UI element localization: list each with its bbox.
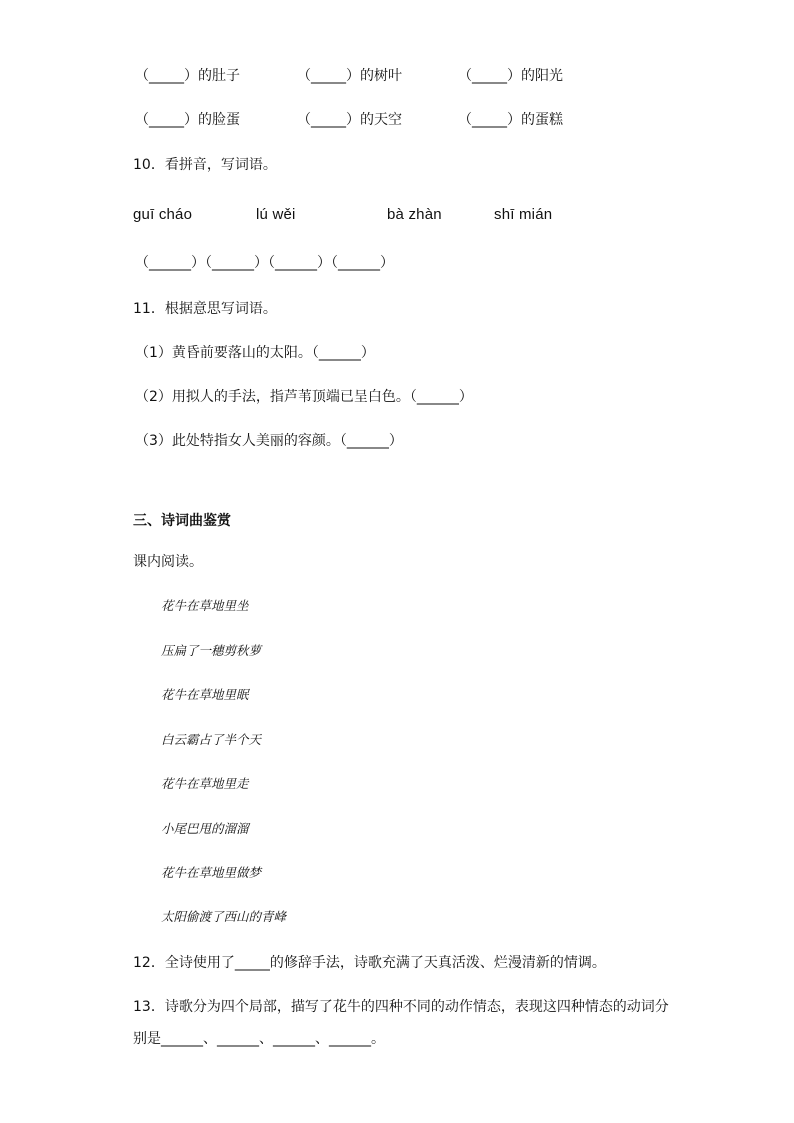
question-11-title: 11．根据意思写词语。 <box>133 301 277 317</box>
poem-line: 白云霸占了半个天 <box>161 732 262 747</box>
pinyin-item: bà zhàn <box>387 206 442 223</box>
fill-item: （_____）的脸蛋 <box>135 112 240 128</box>
question-10-title: 10．看拼音，写词语。 <box>133 157 277 173</box>
poem-line: 太阳偷渡了西山的青峰 <box>161 909 287 924</box>
question-12: 12．全诗使用了_____的修辞手法，诗歌充满了天真活泼、烂漫清新的情调。 <box>133 955 606 971</box>
poem-line: 压扁了一穗剪秋萝 <box>161 643 262 658</box>
poem-line: 花牛在草地里眠 <box>161 687 249 702</box>
fill-item: （_____）的天空 <box>297 112 402 128</box>
question-11-item: （2）用拟人的手法，指芦苇顶端已呈白色。（______） <box>135 389 473 405</box>
pinyin-item: lú wěi <box>256 206 296 223</box>
pinyin-item: guī cháo <box>133 206 193 223</box>
poem-line: 花牛在草地里坐 <box>161 598 249 613</box>
question-11-item: （1）黄昏前要落山的太阳。（______） <box>135 345 375 361</box>
pinyin-item: shī mián <box>494 206 553 223</box>
fill-item: （_____）的蛋糕 <box>458 112 563 128</box>
question-13-line2: 别是______、______、______、______。 <box>133 1031 385 1047</box>
poem-line: 花牛在草地里做梦 <box>161 865 262 880</box>
answer-blanks: （______）（______）（______）（______） <box>135 255 394 271</box>
section-intro: 课内阅读。 <box>133 554 203 570</box>
fill-item: （_____）的肚子 <box>135 68 240 84</box>
section-heading: 三、诗词曲鉴赏 <box>133 513 231 529</box>
poem-line: 花牛在草地里走 <box>161 776 249 791</box>
question-11-item: （3）此处特指女人美丽的容颜。（______） <box>135 433 403 449</box>
fill-item: （_____）的阳光 <box>458 68 563 84</box>
poem-line: 小尾巴甩的溜溜 <box>161 821 249 836</box>
fill-item: （_____）的树叶 <box>297 68 402 84</box>
question-13-line1: 13．诗歌分为四个局部，描写了花牛的四种不同的动作情态，表现这四种情态的动词分 <box>133 999 669 1015</box>
